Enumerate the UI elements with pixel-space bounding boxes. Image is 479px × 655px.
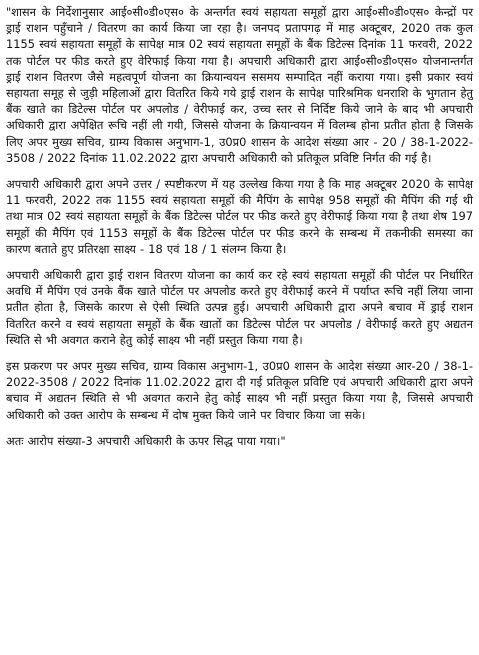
- paragraph-officer-reply: अपचारी अधिकारी द्वारा अपने उत्तर / स्पष्टीकरण में यह उल्लेख किया गया है कि माह अक्टूबर 2020 के सापेक्ष 11 फरवरी, 2022 तक 1155 स्वयं सहायता समूहों की मैपिंग के सापेक्ष 958 समूहों की मैपिंग की गई थी तथा मात्र 02 स्वयं सहायता समूहों के बैंक डिटेल्स पोर्टल पर फीड करते हुए वेरीफाई किया गया है तथा शेष 197 समूहों की मैपिंग एवं 1153 समूहों के बैंक डिटेल्स पोर्टल पर फीड करने के सम्बन्ध में तकनीकी समस्या का कारण बताते हुए प्रतिरक्षा साक्ष्य - 18 एवं 18 / 1 संलग्न किया है।: [6, 177, 473, 256]
- paragraph-finding: अपचारी अधिकारी द्वारा ड्राई राशन वितरण योजना का कार्य कर रहे स्वयं सहायता समूहों की पोर्टल पर निर्धारित अवधि में मैपिंग एवं उनके बैंक खाते पोर्टल पर अपलोड करते हुए वेरीफाई करने में पर्याप्त रूचि नहीं लिया जाना प्रतीत होता है, जिसके कारण से ऐसी स्थिति उत्पन्न हुई। अपचारी अधिकारी द्वारा अपने बचाव में ड्राई राशन वितरित करने व स्वयं सहायता समूहों के बैंक खातों का डिटेल्स पोर्टल पर अपलोड / वेरीफाई करते हुए अद्यतन स्थिति से भी अवगत कराने हेतु कोई साक्ष्य भी नहीं प्रस्तुत किया गया है।: [6, 268, 473, 347]
- paragraph-conclusion: अतः आरोप संख्या-3 अपचारी अधिकारी के ऊपर सिद्ध पाया गया।": [6, 433, 286, 448]
- paragraph-adverse-entry: इस प्रकरण पर अपर मुख्य सचिव, ग्राम्य विकास अनुभाग-1, उ0प्र0 शासन के आदेश संख्या आर-20 / 38-1-2022-3508 / 2022 दिनांक 11.02.2022 द्वारा दी गई प्रतिकूल प्रविष्टि एवं अपचारी अधिकारी द्वारा अपने बचाव में अद्यतन स्थिति से भी अवगत कराने हेतु कोई साक्ष्य भी नहीं प्रस्तुत किया गया है, जिससे अपचारी अधिकारी को उक्त आरोप के सम्बन्ध में दोष मुक्त किये जाने पर विचार किया जा सके।: [6, 359, 473, 422]
- paragraph-charge-description: "शासन के निर्देशानुसार आई०सी०डी०एस० के अन्तर्गत स्वयं सहायता समूहों द्वारा आई०सी०डी०एस० केन्द्रों पर ड्राई राशन पहुँचाने / वितरण का कार्य किया जा रहा है। जनपद प्रतापगढ़ में माह अक्टूबर, 2020 तक कुल 1155 स्वयं सहायता समूहों के सापेक्ष मात्र 02 स्वयं सहायता समूहों के बैंक डिटेल्स दिनांक 11 फरवरी, 2022 तक पोर्टल पर फीड करते हुए वेरिफाई किया गया है। अपचारी अधिकारी द्वारा आई०सी०डी०एस० योजनान्तर्गत ड्राई राशन वितरण जैसे महत्वपूर्ण योजना का क्रियान्वयन ससमय सम्पादित नहीं कराया गया। इसी प्रकार स्वयं सहायता समूह से जुड़ी महिलाओं द्वारा वितरित किये गये ड्राई राशन के सापेक्ष पारिश्रमिक धनराशि के भुगतान हेतु बैंक खाते का डिटेल्स पोर्टल पर अपलोड / वेरीफाई कर, उच्च स्तर से निर्दिष्ट किये जाने के बाद भी अपचारी अधिकारी द्वारा अपेक्षित रूचि नहीं ली गयी, जिससे योजना के क्रियान्वयन में विलम्ब होना प्रतीत होता है जिसके लिए अपर मुख्य सचिव, ग्राम्य विकास अनुभाग-1, उ0प्र0 शासन के आदेश संख्या आर - 20 / 38-1-2022-3508 / 2022 दिनांक 11.02.2022 द्वारा अपचारी अधिकारी को प्रतिकूल प्रविष्टि निर्गत की गई है।: [6, 5, 473, 165]
